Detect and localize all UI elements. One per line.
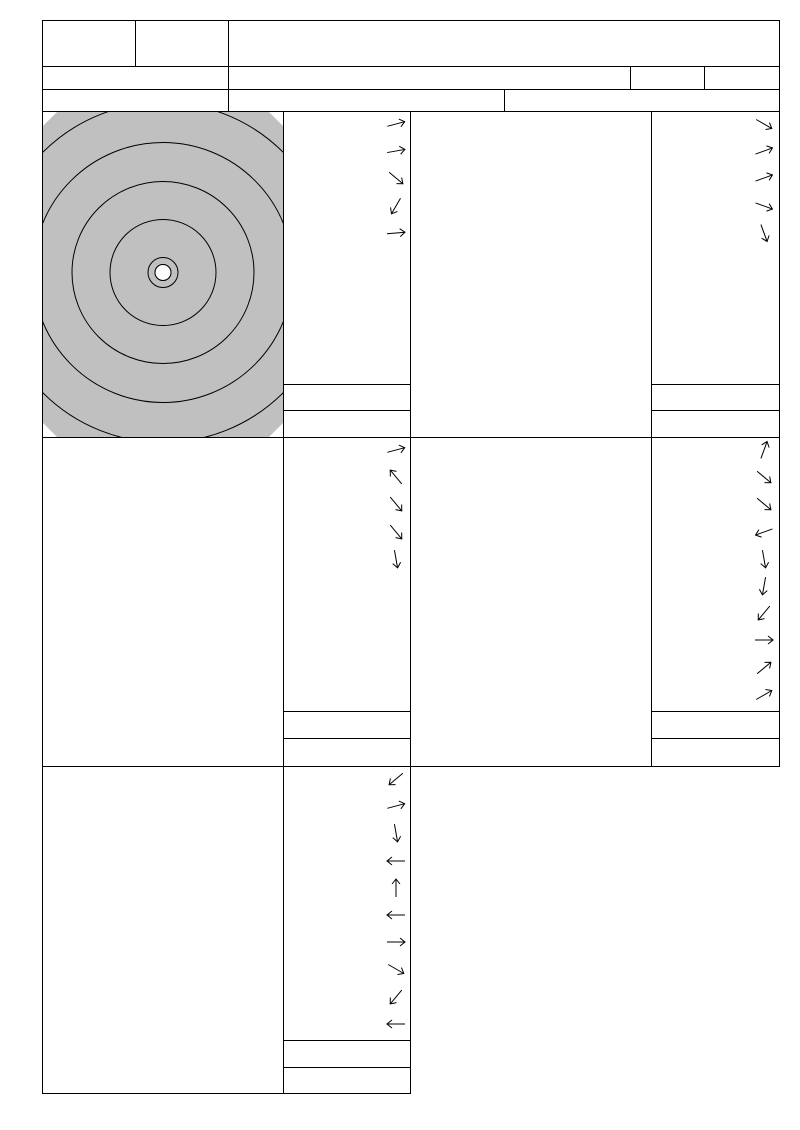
shot-direction-arrow-icon bbox=[384, 521, 408, 543]
shot-row bbox=[284, 222, 408, 244]
shot-row bbox=[284, 958, 408, 980]
serie-sum-row bbox=[284, 385, 410, 411]
serie-sum-row bbox=[284, 712, 410, 738]
total-sum-row bbox=[284, 739, 410, 765]
shot-direction-arrow-icon bbox=[752, 222, 776, 244]
shot-row bbox=[284, 548, 408, 570]
total-sum-row bbox=[652, 411, 779, 437]
shot-direction-arrow-icon bbox=[752, 548, 776, 570]
target-serie-1 bbox=[43, 112, 283, 437]
shot-row bbox=[284, 768, 408, 790]
shot-direction-arrow-icon bbox=[752, 493, 776, 515]
shot-row bbox=[284, 986, 408, 1008]
shot-direction-arrow-icon bbox=[384, 877, 408, 899]
shot-row bbox=[284, 521, 408, 543]
serie-sum-row bbox=[284, 1041, 410, 1067]
shot-direction-arrow-icon bbox=[384, 167, 408, 189]
shot-direction-arrow-icon bbox=[752, 167, 776, 189]
shot-row bbox=[652, 140, 777, 162]
target-10-skudd bbox=[411, 438, 651, 766]
shot-direction-arrow-icon bbox=[384, 548, 408, 570]
shot-row bbox=[284, 167, 408, 189]
shot-row bbox=[284, 113, 408, 135]
shot-direction-arrow-icon bbox=[752, 629, 776, 651]
target-serie-3 bbox=[43, 438, 283, 766]
shot-row bbox=[652, 575, 777, 597]
shot-row bbox=[284, 850, 408, 872]
shot-row bbox=[284, 904, 408, 926]
shot-direction-arrow-icon bbox=[384, 904, 408, 926]
shot-row bbox=[284, 795, 408, 817]
shot-direction-arrow-icon bbox=[384, 439, 408, 461]
shot-direction-arrow-icon bbox=[384, 113, 408, 135]
shot-row bbox=[284, 140, 408, 162]
shot-direction-arrow-icon bbox=[752, 575, 776, 597]
shot-direction-arrow-icon bbox=[384, 1013, 408, 1035]
shot-row bbox=[652, 493, 777, 515]
shot-direction-arrow-icon bbox=[752, 195, 776, 217]
shot-row bbox=[652, 167, 777, 189]
shot-row bbox=[284, 493, 408, 515]
total-sum-row bbox=[284, 411, 410, 437]
shot-row bbox=[652, 113, 777, 135]
target-finale bbox=[43, 767, 283, 1093]
shot-row bbox=[652, 195, 777, 217]
shot-direction-arrow-icon bbox=[384, 986, 408, 1008]
shot-row bbox=[652, 548, 777, 570]
shot-direction-arrow-icon bbox=[752, 684, 776, 706]
shot-row bbox=[284, 877, 408, 899]
shot-row bbox=[284, 931, 408, 953]
shot-row bbox=[652, 629, 777, 651]
shot-direction-arrow-icon bbox=[384, 493, 408, 515]
shot-direction-arrow-icon bbox=[752, 602, 776, 624]
total-sum-row bbox=[284, 1068, 410, 1094]
serie-sum-row bbox=[652, 385, 779, 411]
shot-row bbox=[652, 602, 777, 624]
shot-direction-arrow-icon bbox=[752, 439, 776, 461]
shot-direction-arrow-icon bbox=[384, 795, 408, 817]
shot-direction-arrow-icon bbox=[384, 195, 408, 217]
shot-direction-arrow-icon bbox=[384, 822, 408, 844]
serie-sum-row bbox=[652, 712, 779, 738]
shot-row bbox=[284, 466, 408, 488]
target-serie-2 bbox=[411, 112, 651, 437]
shot-direction-arrow-icon bbox=[384, 958, 408, 980]
shot-direction-arrow-icon bbox=[752, 466, 776, 488]
shot-row bbox=[284, 195, 408, 217]
shot-direction-arrow-icon bbox=[384, 850, 408, 872]
shot-direction-arrow-icon bbox=[752, 140, 776, 162]
shot-direction-arrow-icon bbox=[384, 768, 408, 790]
shot-direction-arrow-icon bbox=[752, 113, 776, 135]
shot-row bbox=[652, 684, 777, 706]
shot-row bbox=[652, 657, 777, 679]
shot-row bbox=[652, 466, 777, 488]
total-sum-row bbox=[652, 739, 779, 765]
shot-row bbox=[284, 822, 408, 844]
shot-direction-arrow-icon bbox=[384, 222, 408, 244]
shot-direction-arrow-icon bbox=[752, 521, 776, 543]
shot-row bbox=[284, 1013, 408, 1035]
shot-direction-arrow-icon bbox=[384, 140, 408, 162]
shot-direction-arrow-icon bbox=[752, 657, 776, 679]
shot-row bbox=[652, 439, 777, 461]
shot-row bbox=[284, 439, 408, 461]
shot-direction-arrow-icon bbox=[384, 931, 408, 953]
shot-direction-arrow-icon bbox=[384, 466, 408, 488]
shot-row bbox=[652, 521, 777, 543]
shot-row bbox=[652, 222, 777, 244]
